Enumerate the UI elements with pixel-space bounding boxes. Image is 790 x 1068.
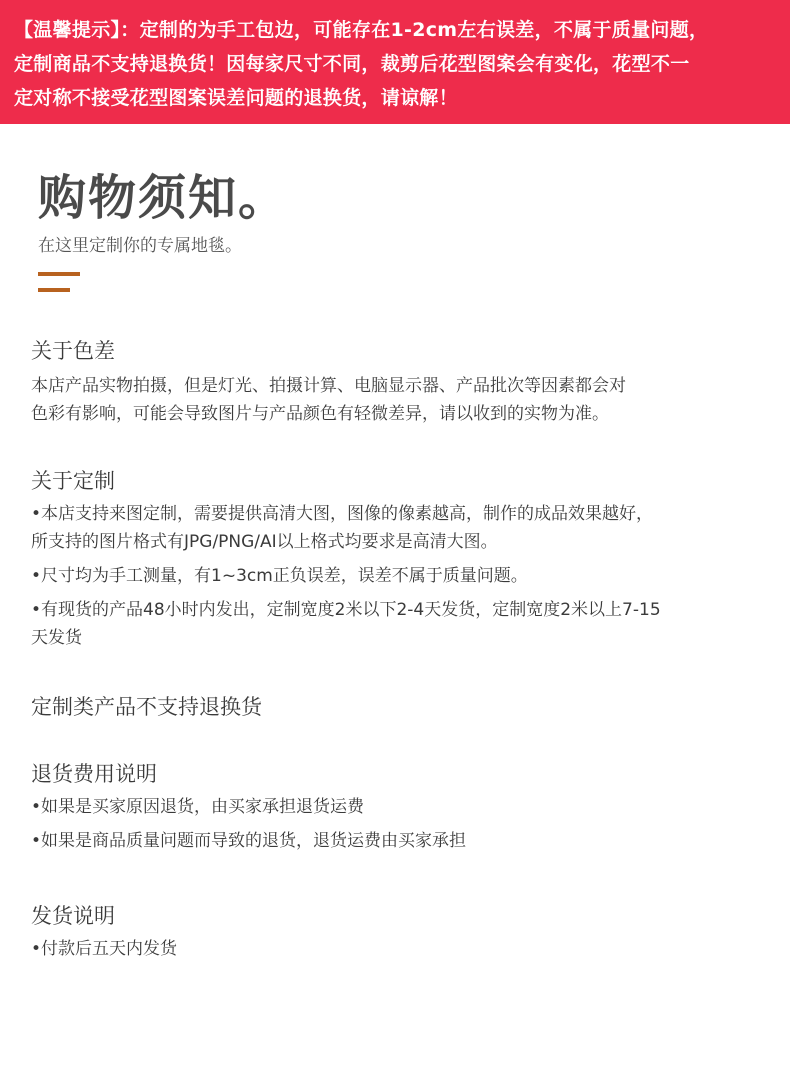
paragraph-line: 色彩有影响，可能会导致图片与产品颜色有轻微差异，请以收到的实物为准。 (31, 404, 609, 424)
section-heading: 退货费用说明 (31, 762, 157, 786)
paragraph-line: 本店产品实物拍摄，但是灯光、拍摄计算、电脑显示器、产品批次等因素都会对 (31, 376, 626, 396)
list-item-line: 天发货 (31, 628, 82, 648)
list-item: •尺寸均为手工测量，有1~3cm正负误差，误差不属于质量问题。 (31, 566, 528, 586)
section-customization (31, 466, 771, 652)
accent-bar-bottom (38, 288, 70, 292)
accent-bar-top (38, 272, 80, 276)
warning-banner (0, 0, 790, 124)
section-shipping (31, 901, 771, 963)
page-subtitle: 在这里定制你的专属地毯。 (38, 236, 242, 256)
section-heading: 关于定制 (31, 469, 115, 493)
section-color-difference (31, 336, 771, 428)
list-item: •如果是商品质量问题而导致的退货，退货运费由买家承担 (31, 831, 467, 851)
list-item: •如果是买家原因退货，由买家承担退货运费 (31, 797, 365, 817)
page-title: 购物须知。 (38, 170, 289, 226)
list-item-line: •有现货的产品48小时内发出，定制宽度2米以下2-4天发货，定制宽度2米以上7-15 (31, 600, 661, 620)
section-heading: 定制类产品不支持退换货 (31, 695, 262, 719)
warning-line-2: 定制商品不支持退换货！因每家尺寸不同，裁剪后花型图案会有变化，花型不一 (14, 53, 690, 75)
list-item: •付款后五天内发货 (31, 939, 178, 959)
section-return-fee (31, 759, 771, 855)
warning-line-3: 定对称不接受花型图案误差问题的退换货，请谅解！ (14, 87, 458, 109)
list-item-line: •本店支持来图定制，需要提供高清大图，图像的像素越高，制作的成品效果越好， (31, 504, 654, 524)
list-item-line: 所支持的图片格式有JPG/PNG/AI以上格式均要求是高清大图。 (31, 532, 498, 552)
warning-line-1: 【温馨提示】：定制的为手工包边，可能存在1-2cm左右误差，不属于质量问题， (14, 19, 709, 41)
section-heading: 发货说明 (31, 904, 115, 928)
section-no-return (31, 692, 771, 722)
section-heading: 关于色差 (31, 339, 115, 363)
